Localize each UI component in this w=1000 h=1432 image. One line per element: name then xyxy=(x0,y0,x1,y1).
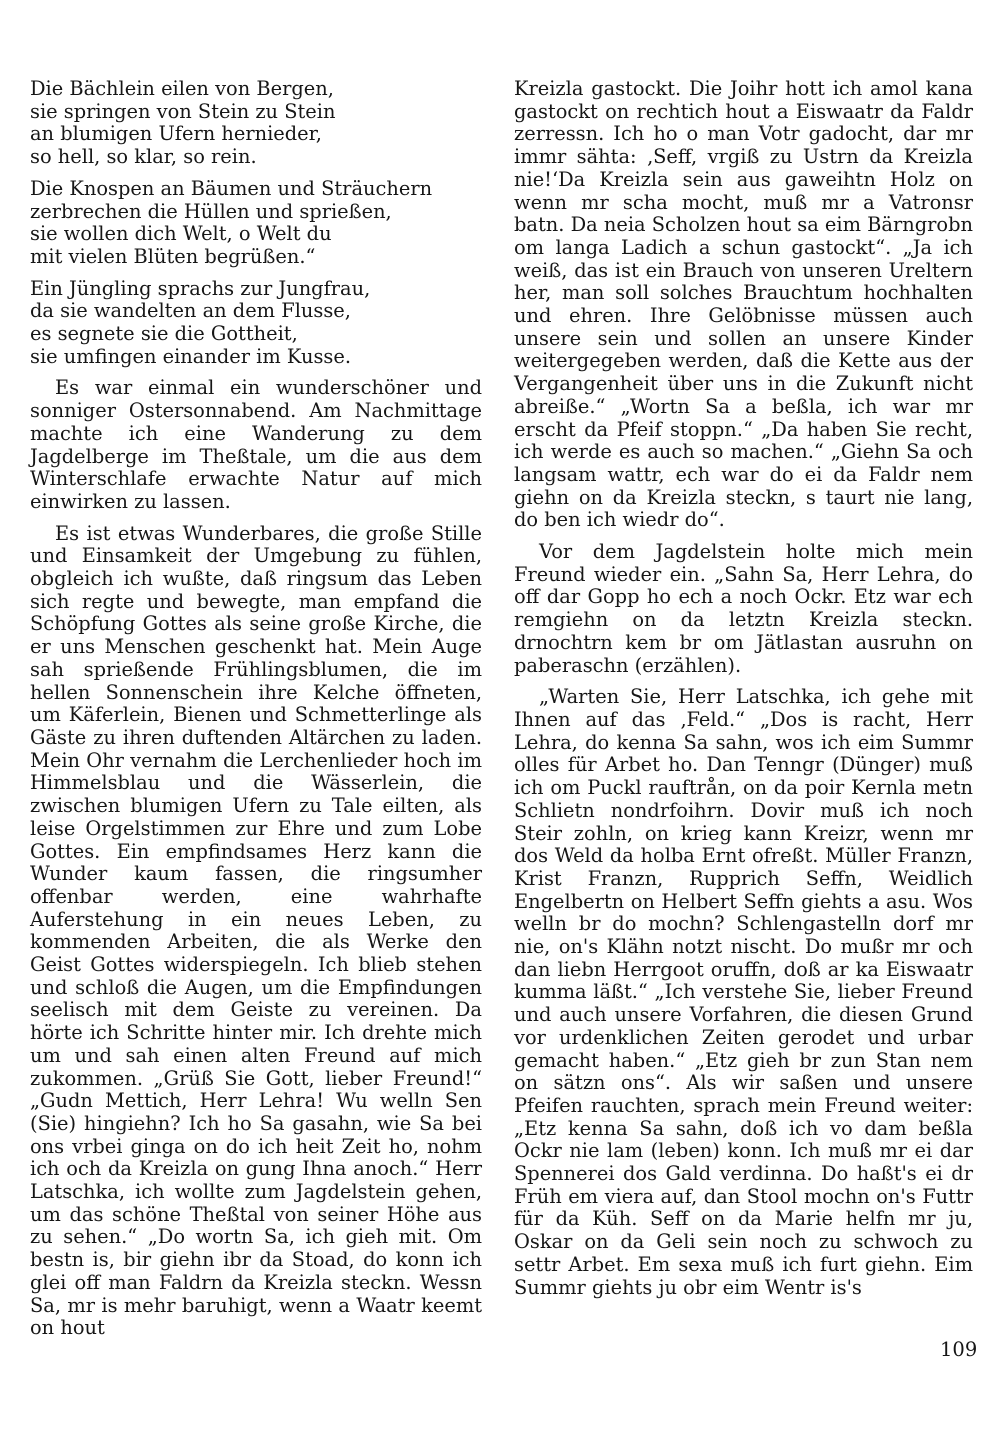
body-paragraph: Vor dem Jagdelstein holte mich mein Freund wieder ein. „Sahn Sa, Herr Lehra, do off dar Gopp ho ech a noch Ockr. Etz war ech remgiehn on da letztn Kreizla steckn. drnochtrn kem br om Jätlastan ausruhn on paberaschn (erzählen). xyxy=(514,540,973,677)
poem-line: sie umfingen einander im Kusse. xyxy=(30,344,352,368)
poem-line: Die Bächlein eilen von Bergen, xyxy=(30,77,334,100)
poem-line: mit vielen Blüten begrüßen.“ xyxy=(30,244,316,268)
left-column xyxy=(30,78,482,1349)
poem-line: es segnete sie die Gottheit, xyxy=(30,322,298,346)
body-paragraph: „Warten Sie, Herr Latschka, ich gehe mit Ihnen auf das ‚Feld.“ „Dos is racht, Herr Lehra, do kenna Sa sahn, wos ich eim Summr olles für Arbet ho. Dan Tenngr (Dünger) muß ich om Puckl rauftrån, on da poir Kernla metn Schlietn nondrfoihrn. Dovir muß ich noch Steir zohln, on krieg kann Kreizr, wenn mr dos Weld da holba Ernt ofreßt. Müller Franzn, Krist Franzn, Rupprich Seffn, Weidlich Engelbertn on Helbert Seffn giehts a asu. Wos welln br do mochn? Schlengastelln dorf mr nie, on's Klähn notzt nischt. Do mußr mr och dan liebn Herrgoot oruffn, doß ar ka Eiswaatr kumma läßt.“ „Ich verstehe Sie, lieber Freund und auch unsere Vorfahren, die diesen Grund vor urdenklichen Zeiten gerodet und urbar gemacht haben.“ „Etz gieh br zun Stan nem on sätzn ons“. Als wir saßen und unsere Pfeifen rauchten, sprach mein Freund weiter: „Etz kenna Sa sahn, doß ich vo dam beßla Ockr nie lam (leben) konn. Ich muß mr ei dar Spennerei dos Gald verdinna. Do haßt's ei dr Früh em viera auf, dan Stool mochn on's Futtr für da Küh. Seff on da Marie helfn mr ju, Oskar on da Geli sein noch zu schwoch zu settr Arbet. Em sexa muß ich furt giehn. Eim Summr giehts ju obr eim Wentr is's xyxy=(514,685,973,1299)
poem-stanza-2 xyxy=(30,178,482,269)
poem-line: so hell, so klar, so rein. xyxy=(30,145,257,169)
poem-line: Die Knospen an Bäumen und Sträuchern xyxy=(30,176,433,200)
poem-line: da sie wandelten an dem Flusse, xyxy=(30,299,351,323)
poem-line: sie wollen dich Welt, o Welt du xyxy=(30,222,332,246)
poem-stanza-1 xyxy=(30,78,482,169)
poem-line: zerbrechen die Hüllen und sprießen, xyxy=(30,199,392,223)
poem-stanza-3 xyxy=(30,278,482,369)
poem-line: sie springen von Stein zu Stein xyxy=(30,99,336,123)
body-paragraph: Es ist etwas Wunderbares, die große Stille und Einsamkeit der Umgebung zu fühlen, obgleich ich wußte, daß ringsum das Leben sich regte und bewegte, man empfand die Schöpfung Gottes als seine große Kirche, die er uns Menschen geschenkt hat. Mein Auge sah sprießende Frühlingsblumen, die im hellen Sonnenschein ihre Kelche öffneten, um Käferlein, Bienen und Schmetterlinge als Gäste zu ihren duftenden Altärchen zu laden. Mein Ohr vernahm die Lerchenlieder hoch im Himmelsblau und die Wässerlein, die zwischen blumigen Ufern zu Tale eilten, als leise Orgelstimmen zur Ehre und zum Lobe Gottes. Ein empfindsames Herz kann die Wunder kaum fassen, die ringsumher offenbar werden, eine wahrhafte Auferstehung in ein neues Leben, zu kommenden Arbeiten, die als Werke den Geist Gottes widerspiegeln. Ich blieb stehen und schloß die Augen, um die Empfindungen seelisch mit dem Geiste zu vereinen. Da hörte ich Schritte hinter mir. Ich drehte mich um und sah einen alten Freund auf mich zukommen. „Grüß Sie Gott, lieber Freund!“ „Gudn Mettich, Herr Lehra! Wu welln Sen (Sie) hingiehn? Ich ho Sa gasahn, wie Sa bei ons vrbei ginga on do ich heit Zeit ho, nohm ich och da Kreizla on gung Ihna anoch.“ Herr Latschka, ich wollte zum Jagdelstein gehen, um das schöne Theßtal von seiner Höhe aus zu sehen.“ „Do wortn Sa, ich gieh mit. Om bestn is, bir giehn ibr da Stoad, do konn ich glei off man Faldrn da Kreizla steckn. Wessn Sa, mr is mehr baruhigt, wenn a Waatr keemt on hout xyxy=(30,521,482,1340)
body-paragraph: Kreizla gastockt. Die Joihr hott ich amol kana gastockt on rechtich hout a Eiswaatr da Faldr zerressn. Ich ho o man Votr gadocht, dar mr immr sähta: ‚Seff, vrgiß zu Ustrn da Kreizla nie!‘Da Kreizla sein aus gaweihtn Holz on wenn mr scha mocht, muß mr a Vatronsr batn. Da neia Scholzen hout sa eim Bärngrobn om langa Ladich a schun gastockt“. „Ja ich weiß, das ist ein Brauch von unseren Ureltern her, man soll solches Brauchtum hochhalten und ehren. Ihre Gelöbnisse müssen auch unsere sein und sollen an unsere Kinder weitergegeben werden, daß die Kette aus der Vergangenheit über uns in die Zukunft nicht abreiße.“ „Wortn Sa a beßla, ich war mr erscht da Pfeif stoppn.“ „Da haben Sie recht, ich werde es auch so machen.“ „Giehn Sa och langsam wattr, ech war do ei da Faldr nem giehn on da Kreizla steckn, s taurt nie lang, do ben ich wiedr do“. xyxy=(514,77,973,532)
body-paragraph: Es war einmal ein wunderschöner und sonniger Ostersonnabend. Am Nachmittage machte ich eine Wanderung zu dem Jagdelberge im Theßtale, um die aus dem Winterschlafe erwachte Natur auf mich einwirken zu lassen. xyxy=(30,376,482,513)
poem-line: an blumigen Ufern hernieder, xyxy=(30,122,322,146)
poem-line: Ein Jüngling sprachs zur Jungfrau, xyxy=(30,276,371,300)
right-column xyxy=(514,78,973,1308)
page-number: 109 xyxy=(940,1338,978,1361)
